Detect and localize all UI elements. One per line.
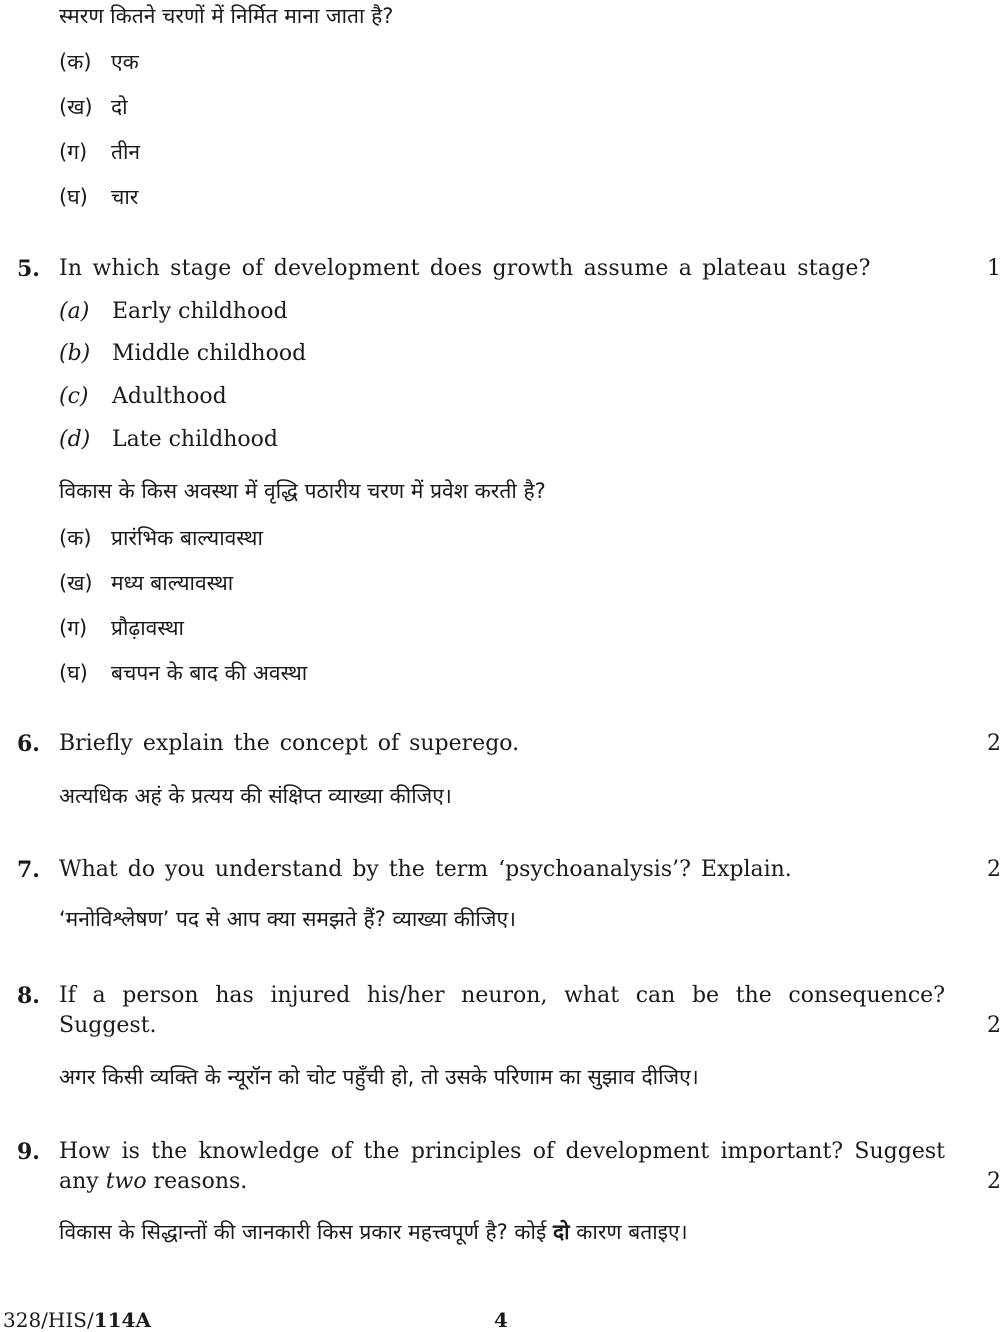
q9-hindi [59, 1218, 688, 1246]
q9-marks: 2 [987, 1169, 1001, 1194]
q9-question-line1: How is the knowledge of the principles of development important? Suggest [59, 1139, 945, 1164]
q8-question-line1: If a person has injured his/her neuron, what can be the consequence? [59, 983, 945, 1008]
q6-marks: 2 [987, 731, 1001, 756]
q9-question-line2 [59, 1169, 247, 1194]
q5-hindi-option-kha [59, 569, 234, 597]
option-text: मध्य बाल्यावस्था [111, 571, 234, 595]
q4-hindi-question: स्मरण कितने चरणों में निर्मित माना जाता है? [59, 4, 394, 28]
option-text: चार [111, 185, 139, 209]
option-text: Late childhood [112, 427, 278, 452]
page-number: 4 [494, 1308, 508, 1332]
q4-hindi-option-gha [59, 183, 139, 211]
q8-question-line2: Suggest. [59, 1013, 157, 1038]
option-text: Adulthood [112, 384, 227, 409]
option-text: Middle childhood [112, 341, 307, 366]
option-label: (क) [59, 50, 92, 74]
q7-hindi: ‘मनोविश्लेषण’ पद से आप क्या समझते हैं? व्याख्या कीजिए। [59, 907, 517, 931]
q5-option-d [59, 427, 278, 452]
option-text: दो [111, 95, 128, 119]
q9-number: 9. [17, 1139, 40, 1165]
q8-number: 8. [17, 983, 40, 1009]
option-label: (d) [59, 427, 91, 452]
q5-question: In which stage of development does growth assume a plateau stage? [59, 256, 871, 281]
q9-line2-text: any [59, 1169, 106, 1194]
option-label: (ग) [59, 140, 88, 164]
option-label: (घ) [59, 661, 88, 685]
option-text: बचपन के बाद की अवस्था [111, 661, 308, 685]
q5-option-b [59, 341, 307, 366]
q5-hindi-option-ga [59, 614, 184, 642]
option-label: (ख) [59, 571, 93, 595]
option-label: (ख) [59, 95, 93, 119]
q5-marks: 1 [987, 256, 1001, 281]
q5-hindi-option-ka [59, 524, 263, 552]
q9-hindi-text: विकास के सिद्धान्तों की जानकारी किस प्रकार महत्त्वपूर्ण है? कोई [59, 1220, 553, 1244]
paper-code [3, 1308, 151, 1332]
option-label: (c) [59, 384, 89, 409]
q7-question: What do you understand by the term ‘psychoanalysis’? Explain. [59, 857, 792, 882]
q8-hindi: अगर किसी व्यक्ति के न्यूरॉन को चोट पहुँची हो, तो उसके परिणाम का सुझाव दीजिए। [59, 1065, 699, 1089]
q4-hindi-option-ka [59, 48, 139, 76]
q6-question: Briefly explain the concept of superego. [59, 731, 520, 756]
q9-hindi-bold: दो [552, 1220, 570, 1244]
q4-hindi-option-ga [59, 138, 141, 166]
paper-code-prefix: 328/HIS/ [3, 1308, 94, 1332]
q5-option-c [59, 384, 227, 409]
q5-number: 5. [17, 256, 40, 282]
option-text: प्रारंभिक बाल्यावस्था [111, 526, 263, 550]
q4-hindi-option-kha [59, 93, 128, 121]
q7-number: 7. [17, 857, 40, 883]
q7-marks: 2 [987, 857, 1001, 882]
q6-number: 6. [17, 731, 40, 757]
q9-hindi-text: कारण बताइए। [569, 1220, 688, 1244]
option-label: (घ) [59, 185, 88, 209]
q9-line2-text: reasons. [146, 1169, 248, 1194]
option-label: (b) [59, 341, 91, 366]
paper-code-bold: 114A [93, 1308, 151, 1332]
option-text: प्रौढ़ावस्था [111, 616, 184, 640]
q9-line2-emphasis: two [105, 1169, 147, 1194]
option-label: (क) [59, 526, 92, 550]
option-label: (a) [59, 299, 90, 324]
option-text: Early childhood [112, 299, 288, 324]
option-text: एक [111, 50, 139, 74]
q5-option-a [59, 299, 288, 324]
option-text: तीन [111, 140, 141, 164]
q6-hindi: अत्यधिक अहं के प्रत्यय की संक्षिप्त व्याख्या कीजिए। [59, 784, 452, 808]
q8-marks: 2 [987, 1013, 1001, 1038]
q5-hindi-option-gha [59, 659, 308, 687]
q5-hindi-question: विकास के किस अवस्था में वृद्धि पठारीय चरण में प्रवेश करती है? [59, 479, 546, 503]
option-label: (ग) [59, 616, 88, 640]
